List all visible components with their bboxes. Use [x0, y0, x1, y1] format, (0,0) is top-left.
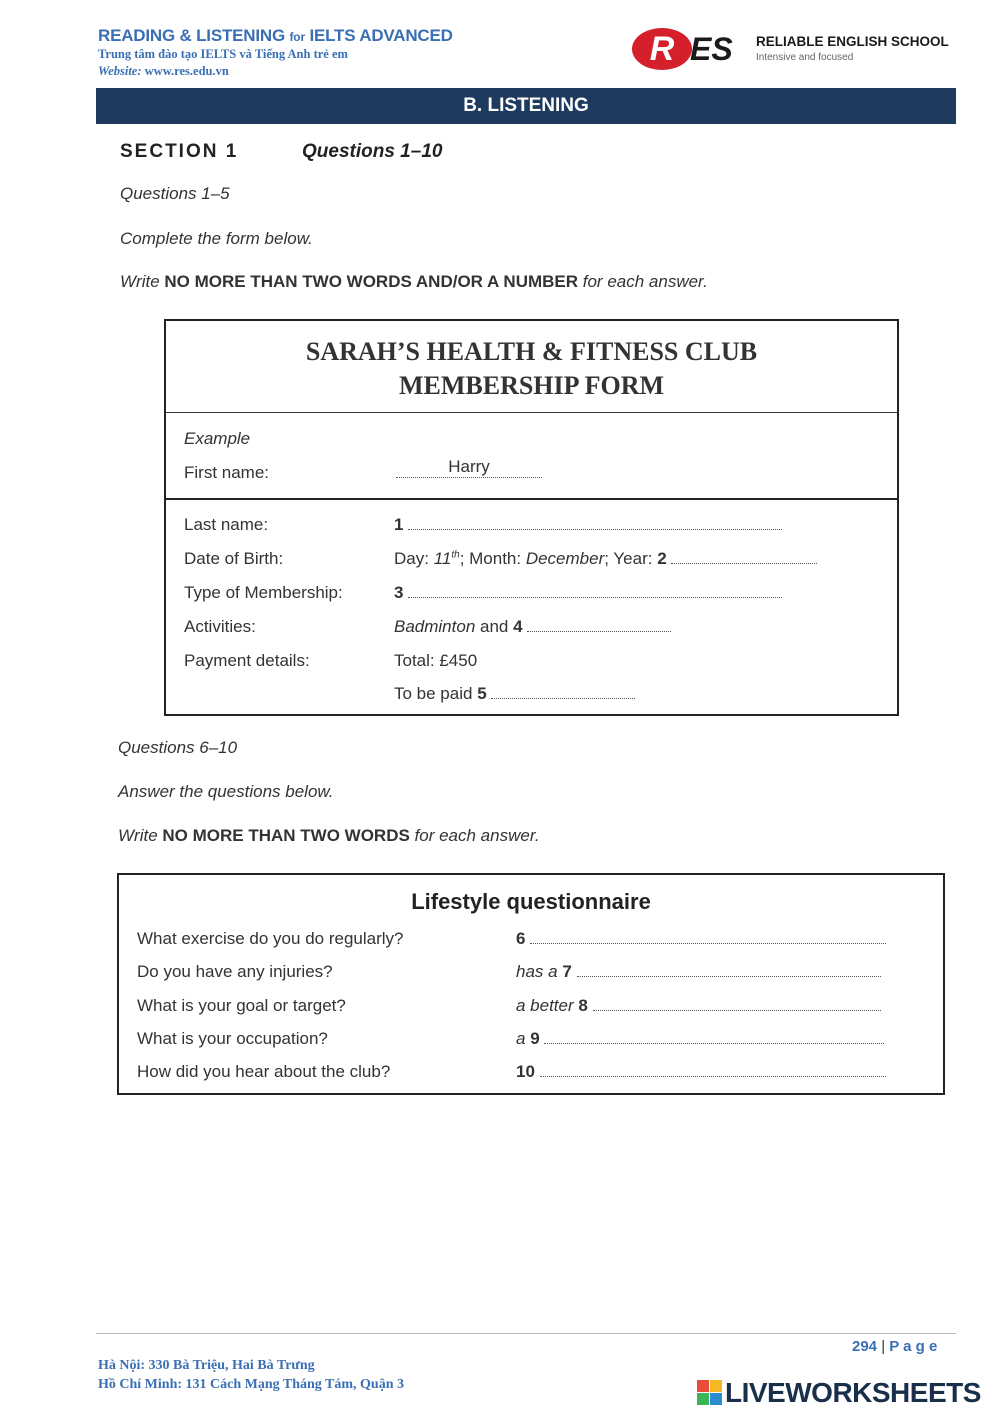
- answer-blank[interactable]: [671, 549, 817, 564]
- example-answer: [396, 457, 542, 478]
- answer-prefix: a: [516, 1029, 531, 1048]
- membership-form: [164, 319, 899, 716]
- question-9-text: What is your occupation?: [137, 1029, 328, 1048]
- payment-total: Total: £450: [394, 651, 478, 670]
- answer-3: [394, 583, 782, 603]
- membership-type-label: Type of Membership:: [184, 583, 343, 602]
- last-name-label: Last name:: [184, 515, 269, 534]
- questionnaire-title: Lifestyle questionnaire: [411, 889, 651, 914]
- answer-5: [394, 684, 635, 704]
- example-field-label: First name:: [184, 463, 270, 482]
- activity-badminton: Badminton: [394, 617, 476, 636]
- answer-4: [394, 617, 671, 637]
- example-label: Example: [184, 429, 251, 448]
- answer-blank[interactable]: [530, 929, 886, 944]
- header-title: [98, 26, 453, 46]
- logo-r-badge: R: [632, 28, 692, 70]
- payment-label: Payment details:: [184, 651, 310, 670]
- day-value: 11: [433, 549, 452, 568]
- website-label: Website:: [98, 64, 142, 78]
- form-divider: [166, 498, 897, 500]
- answer-blank[interactable]: [593, 996, 881, 1011]
- dob-label: Date of Birth:: [184, 549, 284, 568]
- answer-blank[interactable]: [577, 962, 881, 977]
- question-number: 1: [394, 515, 404, 534]
- to-be-paid-label: To be paid: [394, 684, 478, 703]
- part1-heading: Questions 1–5: [120, 184, 230, 203]
- page-number-value: 294: [852, 1338, 878, 1355]
- logo-es-text: ES: [690, 31, 733, 67]
- answer-blank[interactable]: [527, 617, 671, 632]
- write-suffix: for each answer.: [409, 826, 540, 845]
- question-10-text: How did you hear about the club?: [137, 1062, 391, 1081]
- lifestyle-questionnaire: [117, 873, 945, 1095]
- and-connector: and: [475, 617, 514, 636]
- question-number: 4: [513, 617, 523, 636]
- answer-blank[interactable]: [408, 583, 782, 598]
- form-divider: [166, 412, 897, 413]
- question-7-text: Do you have any injuries?: [137, 962, 333, 981]
- question-number: 10: [516, 1062, 535, 1081]
- question-number: 7: [562, 962, 572, 981]
- question-number: 3: [394, 583, 404, 602]
- answer-prefix: a better: [516, 996, 579, 1015]
- answer-10: [516, 1062, 886, 1082]
- page-number: [852, 1338, 937, 1355]
- question-number: 8: [578, 996, 588, 1015]
- answer-blank[interactable]: [544, 1029, 884, 1044]
- header-title-end: IELTS ADVANCED: [304, 26, 453, 45]
- liveworksheets-text: LIVEWORKSHEETS: [725, 1377, 981, 1408]
- footer-divider: [96, 1333, 956, 1334]
- day-label: Day:: [394, 549, 434, 568]
- header-website: [98, 64, 229, 79]
- part2-word-limit: [118, 826, 540, 846]
- question-number: 9: [530, 1029, 540, 1048]
- section-label: SECTION 1: [120, 141, 239, 162]
- part2-heading: Questions 6–10: [118, 738, 238, 757]
- website-url[interactable]: www.res.edu.vn: [144, 64, 229, 78]
- question-number: 6: [516, 929, 526, 948]
- logo-tagline: Intensive and focused: [756, 52, 854, 63]
- answer-8: [516, 996, 881, 1016]
- example-answer-text: Harry: [448, 457, 490, 476]
- part2-instruction: Answer the questions below.: [118, 782, 334, 801]
- header-title-main: READING & LISTENING: [98, 26, 290, 45]
- school-logo: [632, 28, 952, 72]
- answer-1: [394, 515, 782, 535]
- question-6-text: What exercise do you do regularly?: [137, 929, 404, 948]
- month-label: ; Month:: [459, 549, 526, 568]
- logo-school-name: RELIABLE ENGLISH SCHOOL: [756, 34, 949, 49]
- form-title-line1: SARAH’S HEALTH & FITNESS CLUB: [305, 337, 758, 366]
- page-word: P a g e: [889, 1338, 938, 1355]
- day-suffix: th: [451, 549, 460, 561]
- liveworksheets-icon: [697, 1380, 723, 1406]
- address-hcm: Hồ Chí Minh: 131 Cách Mạng Tháng Tám, Quận 3: [98, 1377, 404, 1392]
- part1-word-limit: [120, 272, 708, 292]
- answer-2: [394, 549, 817, 569]
- answer-blank[interactable]: [408, 515, 782, 530]
- write-limit: NO MORE THAN TWO WORDS: [162, 826, 410, 845]
- header-subtitle: Trung tâm đào tạo IELTS và Tiếng Anh trẻ em: [98, 47, 348, 61]
- question-number: 5: [477, 684, 487, 703]
- page-separator: |: [877, 1338, 890, 1355]
- answer-blank[interactable]: [491, 684, 635, 699]
- activities-label: Activities:: [184, 617, 256, 636]
- part1-instruction: Complete the form below.: [120, 229, 313, 248]
- year-label: ; Year:: [604, 549, 658, 568]
- answer-9: [516, 1029, 884, 1049]
- form-title: [166, 335, 897, 403]
- address-hanoi: Hà Nội: 330 Bà Triệu, Hai Bà Trưng: [98, 1358, 315, 1373]
- section-band: B. LISTENING: [96, 88, 956, 124]
- question-8-text: What is your goal or target?: [137, 996, 346, 1015]
- answer-7: [516, 962, 881, 982]
- write-limit: NO MORE THAN TWO WORDS AND/OR A NUMBER: [164, 272, 579, 291]
- answer-blank[interactable]: [540, 1062, 886, 1077]
- write-prefix: Write: [120, 272, 165, 291]
- write-suffix: for each answer.: [578, 272, 708, 291]
- form-title-line2: MEMBERSHIP FORM: [398, 371, 665, 400]
- write-prefix: Write: [118, 826, 163, 845]
- month-value: December: [525, 549, 605, 568]
- answer-prefix: has a: [516, 962, 563, 981]
- question-number: 2: [657, 549, 667, 568]
- section-questions: Questions 1–10: [302, 141, 443, 162]
- answer-6: [516, 929, 886, 949]
- header-title-for: for: [289, 30, 305, 44]
